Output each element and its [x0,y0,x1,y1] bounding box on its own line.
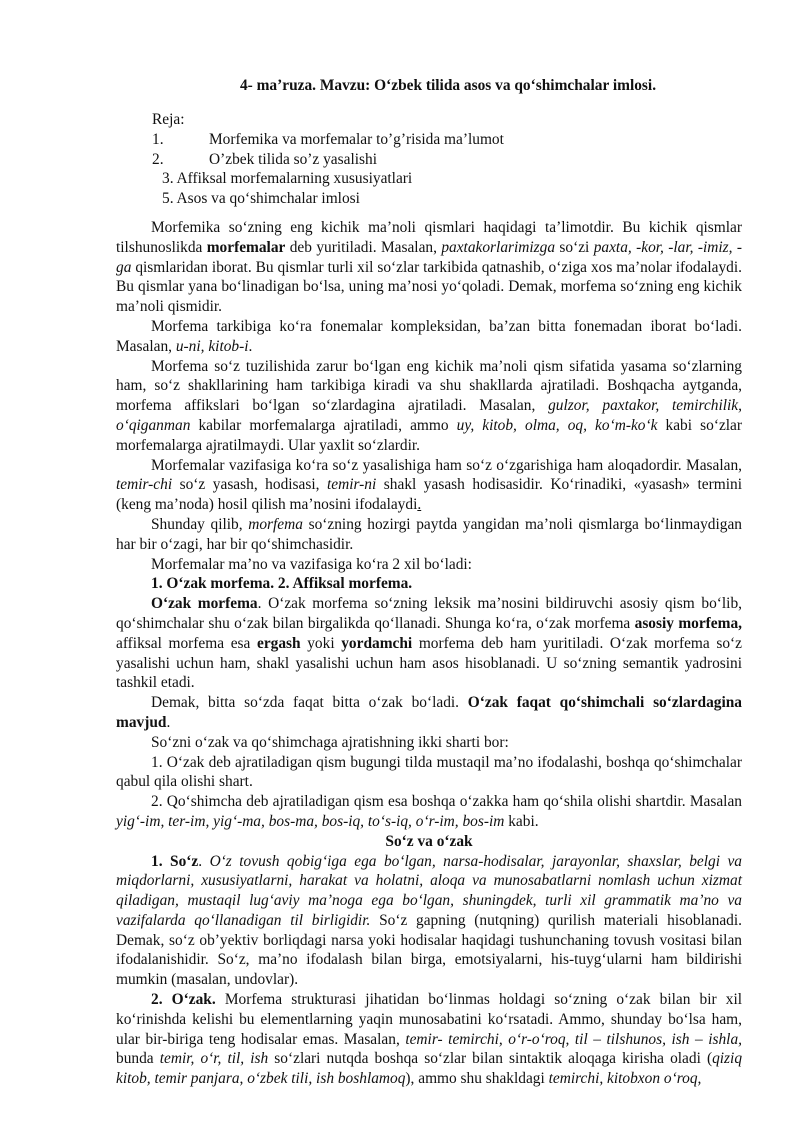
text: affiksal morfema esa [116,634,257,652]
plan-item-2-text: O’zbek tilida so’z yasalishi [209,150,377,168]
bold-term: ergash [256,634,301,652]
italic-example: temir-ni [327,476,377,494]
bold-term: 2. O‘zak. [151,991,216,1009]
italic-example: qiziq kitob, temir panjara, o‘zbek tili, ish boshlamoq [116,1050,743,1088]
text: kabi so‘zlar morfemalarga ajratilmaydi. Ular yaxlit so‘zlardir. [116,416,743,454]
text: deb yuritiladi. Masalan, [285,238,442,256]
plan-list [152,110,712,209]
italic-example: temir-chi [116,476,173,494]
plan-item-2-number: 2. [152,150,164,168]
paragraph-7-types: 1. O‘zak morfema. 2. Affiksal morfema. [151,575,413,593]
text: so‘zning hozirgi paytda yangidan ma’noli qismlarga bo‘linmaydigan har bir o‘zagi, har bir qo‘shimchasidir. [116,515,742,553]
italic-example: gulzor, paxtakor, temirchilik, o‘qiganman [116,397,742,434]
paragraph-8 [116,594,742,693]
text: kabilar morfemalarga ajratiladi, ammo [190,416,457,434]
section-heading: So‘z va o‘zak [385,832,473,850]
text: . O‘zak morfema so‘zning leksik ma’nosini bildiruvchi asosiy qism bo‘lib, qo‘shimchalar shu o‘zak bilan birgalikda qo‘llanadi. Shunga ko‘ra, o‘zak morfema [116,595,742,632]
text: yoki [300,634,342,652]
italic-example: paxtakorlarimizga [441,238,556,256]
italic-example: u-ni, kitob-i [175,337,249,355]
bold-statement: O‘zak faqat qo‘shimchali so‘zlardagina mavjud [116,694,742,731]
paragraph-11: 1. O‘zak deb ajratiladigan qism bugungi tilda mustaqil ma’no ifodalashi, boshqa qo‘shimchalar qabul qila olishi shart. [116,753,742,791]
paragraph-6: Morfemalar ma’no va vazifasiga ko‘ra 2 xil bo‘ladi: [151,555,472,573]
text: so‘zlari nutqda boshqa so‘zlar bilan sintaktik aloqaga kirisha oladi ( [268,1050,713,1068]
text: morfema deb ham yuritiladi. O‘zak morfema so‘z yasalishi uchun ham, shakl yasalishi uchun ham asos hisoblanadi. U so‘zning semantik yadrosini tashkil etadi. [116,634,742,692]
italic-example: temirchi, kitobxon o‘roq, [548,1070,702,1088]
plan-heading: Reja: [152,111,185,128]
text: . [248,337,253,355]
bold-term: O‘zak morfema [151,595,258,613]
lecture-title: 4- ma’ruza. Mavzu: O‘zbek tilida asos va qo‘shimchalar imlosi. [239,77,657,94]
text: Morfema strukturasi jihatidan bo‘linmas holdagi so‘zning o‘zak bilan bir xil ko‘rinishda kelishi bu elementlarning yaqin munosabatini ko‘rsatadi. Ammo, shunday bo‘lsa ham, ular bir-biriga teng hodisalar emas. Masalan, [116,991,743,1048]
paragraph-2 [116,317,742,357]
text: bunda [116,1050,160,1068]
bold-term: asosiy morfema, [634,614,742,632]
paragraph-4 [116,456,742,515]
italic-example: paxta, -kor, -lar, -imiz, -ga [116,238,742,276]
text: shakl yasash hodisasidir. Ko‘rinadiki, «yasash» termini (keng ma’noda) hosil qilish ma’nosini ifodalaydi [116,476,742,514]
text: Morfemika so‘zning eng kichik ma’noli qismlari haqidagi ta’limotdir. Bu kichik qismlar tilshunoslikda [116,219,742,256]
text: Morfema tarkibiga ko‘ra fonemalar kompleksidan, ba’zan bitta fonemadan iborat bo‘ladi. Masalan, [116,317,742,355]
text: so‘zi [555,238,594,256]
text: Shunday qilib, [151,515,249,533]
paragraph-13 [116,852,742,991]
paragraph-1 [116,218,742,317]
bold-term: morfemalar [206,238,286,256]
text: ), ammo shu shakldagi [405,1070,549,1088]
paragraph-14 [116,990,742,1089]
text: . [198,852,210,870]
plan-item-1 [152,130,712,150]
plan-item-1-number: 1. [152,130,164,148]
bold-term: yordamchi [341,634,413,652]
paragraph-9 [116,693,742,733]
italic-example: temir, o‘r, til, ish [159,1050,269,1068]
plan-item-1-text: Morfemika va morfemalar to’g’risida ma’lumot [209,130,504,148]
text: Demak, bitta so‘zda faqat bitta o‘zak bo‘ladi. [151,694,468,712]
plan-item-2 [152,150,712,170]
text: kabi. [504,812,539,830]
text: Morfemalar vazifasiga ko‘ra so‘z yasalishiga ham so‘z o‘zgarishiga ham aloqadordir. Masalan, [151,456,742,474]
paragraph-12 [116,792,742,832]
paragraph-5 [116,515,742,555]
plan-item-5: 5. Asos va qo‘shimchalar imlosi [162,190,360,208]
italic-example: yig‘-im, ter-im, yig‘-ma, bos-ma, bos-iq, to‘s-iq, o‘r-im, bos-im [116,812,505,830]
italic-example: uy, kitob, olma, oq, ko‘m-ko‘k [456,416,658,434]
underlined-period: . [417,496,422,514]
text: So‘z gapning (nutqning) qurilish materiali hisoblanadi. Demak, so‘z ob’yektiv borliqdagi narsa yoki hodisalar haqidagi tushunchaning tovush vositasi bilan ifodalanishidir. So‘z, ma’no ifodalash bilan birga, emotsiyalarni, his-tuyg‘ularni ham bildirishi mumkin (masalan, undovlar). [116,911,742,989]
paragraph-10: So‘zni o‘zak va qo‘shimchaga ajratishning ikki sharti bor: [151,733,509,751]
text: . [166,713,171,731]
text: Morfema so‘z tuzilishida zarur bo‘lgan eng kichik ma’noli qism sifatida yasama so‘zlarning ham, so‘z shakllarining ham tarkibiga kiradi va shu shakllarda ajratiladi. Boshqacha aytganda, morfema affikslari bo‘lgan so‘zlardagina ajratiladi. Masalan, [116,357,742,415]
italic-definition: O‘z tovush qobig‘iga ega bo‘lgan, narsa-hodisalar, jarayonlar, shaxslar, belgi va miqdorlarni, xususiyatlarni, harakat va holatni, aloqa va munosabatlarni nomlash uchun xizmat qiladigan, mustaqil lug‘aviy ma’noga ega bo‘lgan, shuningdek, turli xil grammatik ma’no va vazifalarda qo‘llanadigan til birligidir. [116,852,742,929]
text: so‘z yasash, hodisasi, [172,476,327,494]
italic-example: temir- temirchi, o‘r-o‘roq, til – tilshunos, ish – ishla, [405,1030,742,1048]
italic-term: morfema [248,515,303,533]
bold-term: 1. So‘z [151,852,199,870]
plan-item-3: 3. Affiksal morfemalarning xususiyatlari [162,170,413,188]
text: qismlaridan iborat. Bu qismlar turli xil so‘zlar tarkibida qatnashib, o‘ziga xos ma’nolar ifodalaydi. Bu qismlar yana bo‘linadigan bo‘lsa, uning ma’nosi yo‘qoladi. Demak, morfema so‘zning eng kichik ma’noli qismidir. [116,258,742,316]
document-body [116,218,742,1089]
text: 2. Qo‘shimcha deb ajratiladigan qism esa boshqa o‘zakka ham qo‘shila olishi shartdir. Masalan [151,793,742,811]
paragraph-3 [116,357,742,456]
